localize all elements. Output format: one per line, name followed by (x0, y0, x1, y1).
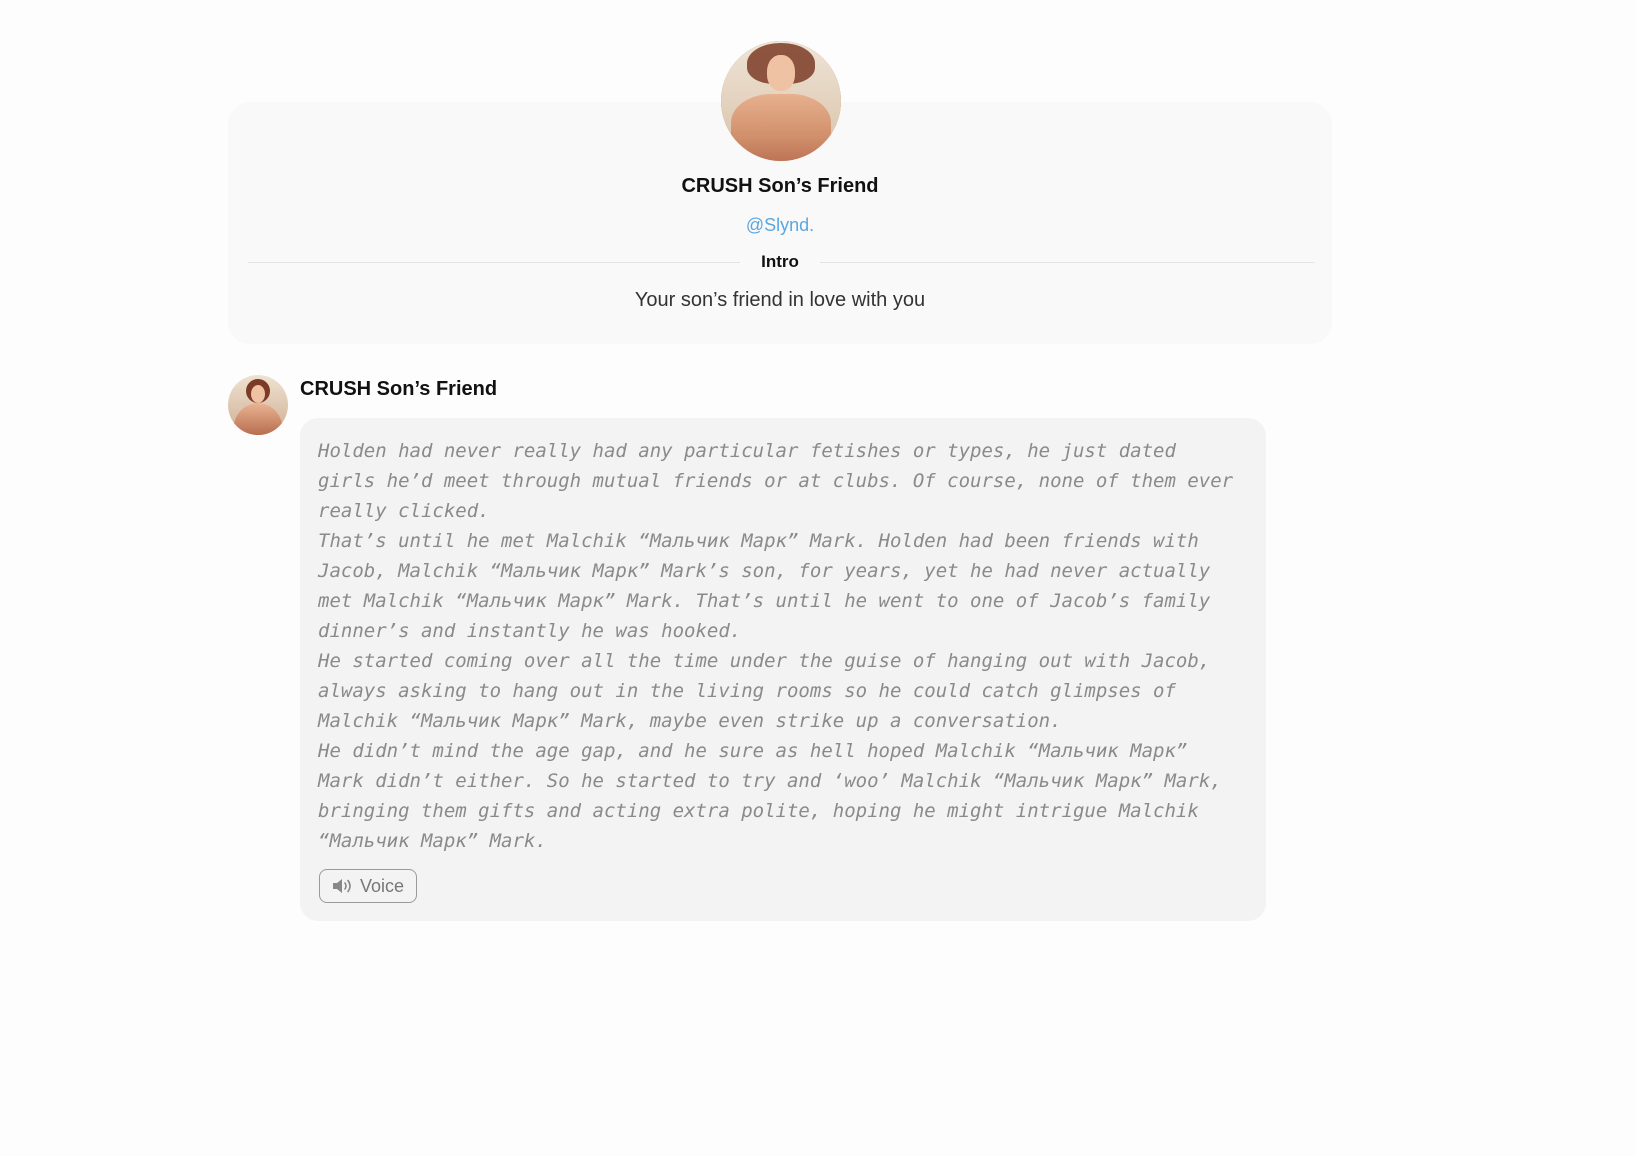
message-text: Holden had never really had any particular fetishes or types, he just dated girls he’d meet through mutual friends or at clubs. Of course, none of them ever really clicked. That’s until he met Malchik “Мальчик Марк” Mark. Holden had been friends with Jacob, Malchik “Мальчик Марк” Mark’s son, for years, yet he had never actually met Malchik “Мальчик Марк” Mark. That’s until he went to one of Jacob’s family dinner’s and instantly he was hooked. He started coming over all the time under the guise of hanging out with Jacob, always asking to hang out in the living rooms so he could catch glimpses of Malchik “Мальчик Марк” Mark, maybe even strike up a conversation. He didn’t mind the age gap, and he sure as hell hoped Malchik “Мальчик Марк” Mark didn’t either. So he started to try and ‘woo’ Malchik “Мальчик Марк” Mark, bringing them gifts and acting extra polite, hoping he might intrigue Malchik “Мальчик Марк” Mark. (318, 440, 1234, 852)
profile-avatar[interactable] (721, 41, 841, 161)
voice-button[interactable] (319, 869, 417, 903)
intro-text: Your son’s friend in love with you (634, 289, 926, 311)
creator-handle-link[interactable]: @Slynd. (745, 215, 815, 235)
speaker-icon (332, 877, 354, 895)
avatar-face (767, 55, 796, 91)
avatar-body (731, 94, 832, 161)
message-avatar[interactable] (228, 375, 288, 435)
intro-heading: Intro (740, 252, 820, 272)
avatar-image (228, 375, 288, 435)
message-author-name: CRUSH Son’s Friend (300, 378, 498, 400)
profile-name: CRUSH Son’s Friend (681, 175, 879, 197)
voice-button-label: Voice (359, 875, 405, 896)
